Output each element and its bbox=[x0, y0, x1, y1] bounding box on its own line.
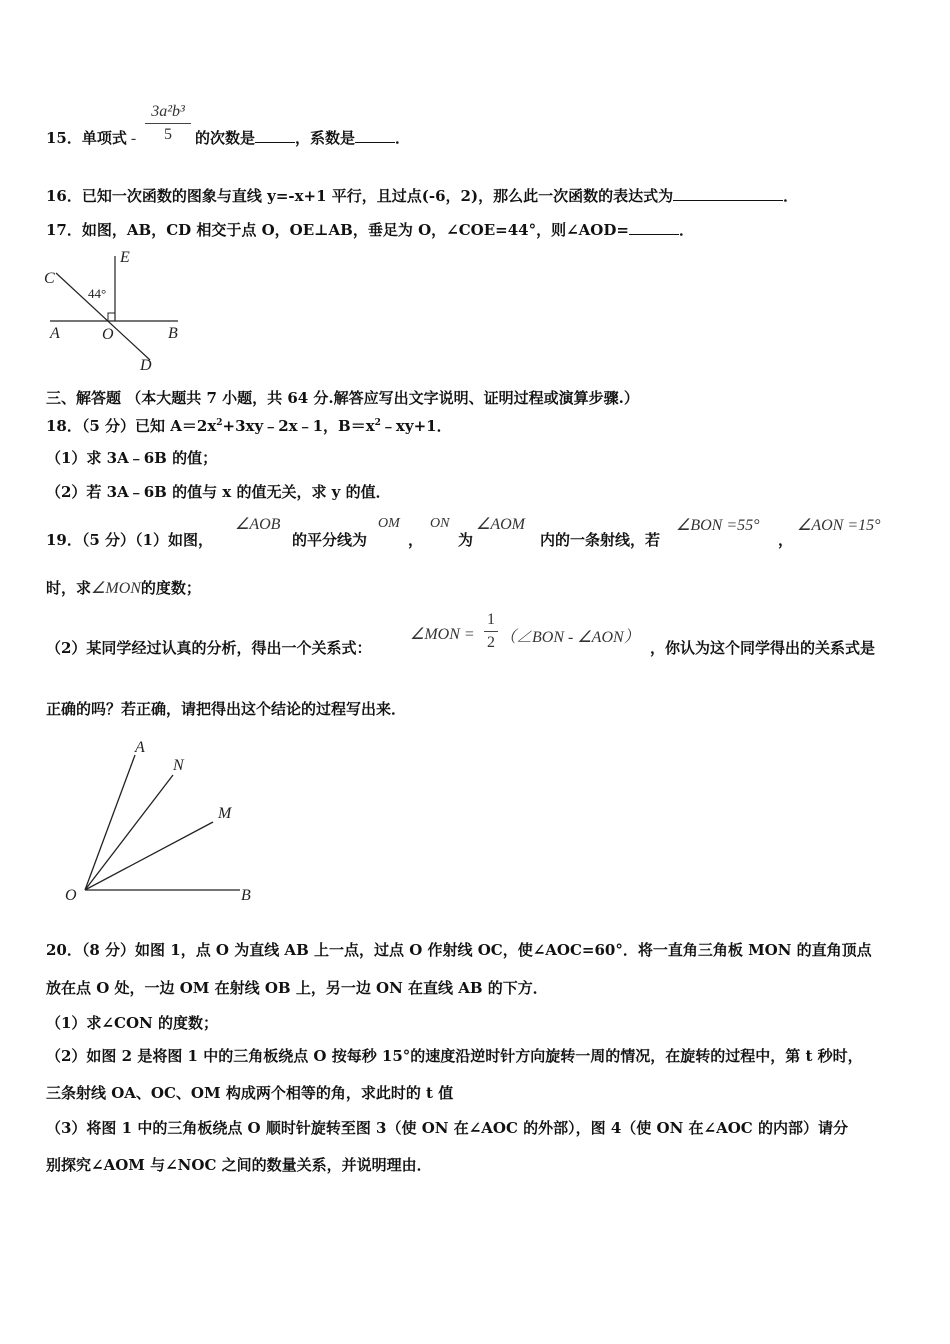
q18-stem bbox=[46, 413, 452, 436]
q19-label-n: N bbox=[173, 757, 184, 774]
q19-half-den: 2 bbox=[487, 634, 495, 651]
q15-fraction bbox=[145, 103, 191, 144]
q15-line bbox=[46, 128, 136, 149]
q19-aon: ∠AON =15° bbox=[797, 517, 881, 534]
q20-part-2: （2）如图 2 是将图 1 中的三角板绕点 O 按每秒 15°的速度沿逆时针方向旋转一周的情况，在旋转的过程中，第 t 秒时， bbox=[46, 1047, 863, 1065]
q19-comma-1: ， bbox=[408, 531, 424, 549]
q19-part-2-tail: ，你认为这个同学得出的关系式是 bbox=[650, 639, 876, 657]
q19-on: ON bbox=[430, 516, 450, 531]
q19-line2 bbox=[46, 578, 201, 599]
q17-label-angle: 44° bbox=[88, 286, 107, 301]
q17-label-b: B bbox=[168, 325, 178, 342]
q19-bisector-label: 的平分线为 bbox=[292, 531, 368, 549]
q19-half-num: 1 bbox=[487, 611, 495, 628]
q19-angle-aob: ∠AOB bbox=[235, 516, 281, 533]
q15-blank-2 bbox=[355, 128, 395, 143]
q17-label-o: O bbox=[102, 326, 114, 343]
q19-line2-b: 的度数； bbox=[140, 579, 201, 597]
q15-rest bbox=[195, 128, 410, 148]
section-3-heading: 三、解答题 （本大题共 7 小题，共 64 分.解答应写出文字说明、证明过程或演算步骤.） bbox=[46, 389, 639, 407]
q19-formula-rhs: （∠BON - ∠AON） bbox=[500, 629, 640, 646]
q15-minus: - bbox=[130, 130, 137, 147]
q20-part-2-cont: 三条射线 OA、OC、OM 构成两个相等的角，求此时的 t 值 bbox=[46, 1084, 454, 1102]
q17-label-c: C bbox=[44, 270, 55, 287]
q19-line2-a: 时，求 bbox=[46, 579, 92, 597]
q17-end: ． bbox=[678, 221, 694, 239]
q19-part-2-cont: 正确的吗？若正确，请把得出这个结论的过程写出来． bbox=[46, 700, 407, 718]
q17-blank bbox=[629, 220, 679, 235]
q19-ray-oa bbox=[85, 755, 135, 890]
q15-blank-1 bbox=[255, 128, 295, 143]
q20-line-1: 20．（8 分）如图 1，点 O 为直线 AB 上一点，过点 O 作射线 OC，使∠AOC=60°．将一直角三角板 MON 的直角顶点 bbox=[46, 941, 872, 959]
q19-bon: ∠BON =55° bbox=[676, 517, 760, 534]
q18-sup-1: 2 bbox=[216, 418, 223, 428]
q18-part-2: （2）若 3A﹣6B 的值与 x 的值无关，求 y 的值． bbox=[46, 483, 391, 501]
q17-label-a: A bbox=[50, 325, 60, 342]
q19-lead: 19．（5 分）（1）如图， bbox=[46, 531, 213, 549]
q18-part-1: （1）求 3A﹣6B 的值； bbox=[46, 449, 218, 467]
q15-coef-label: ，系数是 bbox=[295, 129, 356, 147]
q17-label-d: D bbox=[140, 357, 152, 373]
q19-wei: 为 bbox=[458, 531, 474, 549]
q17-figure bbox=[40, 248, 190, 373]
q19-half-fraction bbox=[484, 611, 498, 652]
q17-line bbox=[46, 220, 694, 240]
q18-stem-a: 18．（5 分）已知 A＝2x bbox=[46, 417, 217, 435]
q19-label-o: O bbox=[65, 887, 77, 904]
q18-stem-b: +3xy﹣2x﹣1，B＝x bbox=[222, 417, 375, 435]
q15-frac-numerator: 3a²b³ bbox=[151, 103, 185, 120]
q19-om: OM bbox=[378, 516, 400, 531]
q19-label-a: A bbox=[135, 739, 145, 756]
q17-text: 17．如图，AB，CD 相交于点 O，OE⊥AB，垂足为 O，∠COE=44°，则∠AOD= bbox=[46, 221, 629, 239]
q20-part-1: （1）求∠CON 的度数； bbox=[46, 1014, 218, 1032]
q20-line-2: 放在点 O 处，一边 OM 在射线 OB 上，另一边 ON 在直线 AB 的下方． bbox=[46, 979, 548, 997]
q16-text: 16．已知一次函数的图象与直线 y=-x+1 平行，且过点(-6，2)，那么此一次函数的表达式为 bbox=[46, 187, 674, 205]
q19-figure bbox=[55, 730, 275, 910]
q16-line bbox=[46, 186, 798, 206]
q15-number: 15．单项式 bbox=[46, 129, 127, 147]
q15-degree-label: 的次数是 bbox=[195, 129, 256, 147]
q17-label-e: E bbox=[120, 249, 130, 266]
q20-part-3: （3）将图 1 中的三角板绕点 O 顺时针旋转至图 3（使 ON 在∠AOC 的外部），图 4（使 ON 在∠AOC 的内部）请分 bbox=[46, 1119, 848, 1137]
q15-frac-denominator: 5 bbox=[164, 126, 172, 143]
q19-ray-on bbox=[85, 775, 173, 890]
q19-inside-label: 内的一条射线，若 bbox=[540, 531, 661, 549]
q18-stem-c: ﹣xy+1． bbox=[380, 417, 452, 435]
q19-angle-aom: ∠AOM bbox=[476, 516, 525, 533]
q19-label-b: B bbox=[241, 887, 251, 904]
q16-end: ． bbox=[783, 187, 799, 205]
q17-right-angle bbox=[108, 313, 115, 321]
q19-comma-2: ， bbox=[778, 531, 794, 549]
q16-blank bbox=[673, 186, 783, 201]
q19-label-m: M bbox=[218, 805, 232, 822]
q20-part-3-cont: 别探究∠AOM 与∠NOC 之间的数量关系，并说明理由． bbox=[46, 1156, 432, 1174]
q15-end: ． bbox=[395, 129, 411, 147]
q19-mon: ∠MON bbox=[91, 580, 141, 597]
q19-part-2-lead: （2）某同学经过认真的分析，得出一个关系式： bbox=[46, 639, 372, 657]
q19-ray-om bbox=[85, 822, 213, 890]
q19-formula-lhs: ∠MON = bbox=[410, 626, 475, 643]
q18-sup-2: 2 bbox=[374, 418, 381, 428]
